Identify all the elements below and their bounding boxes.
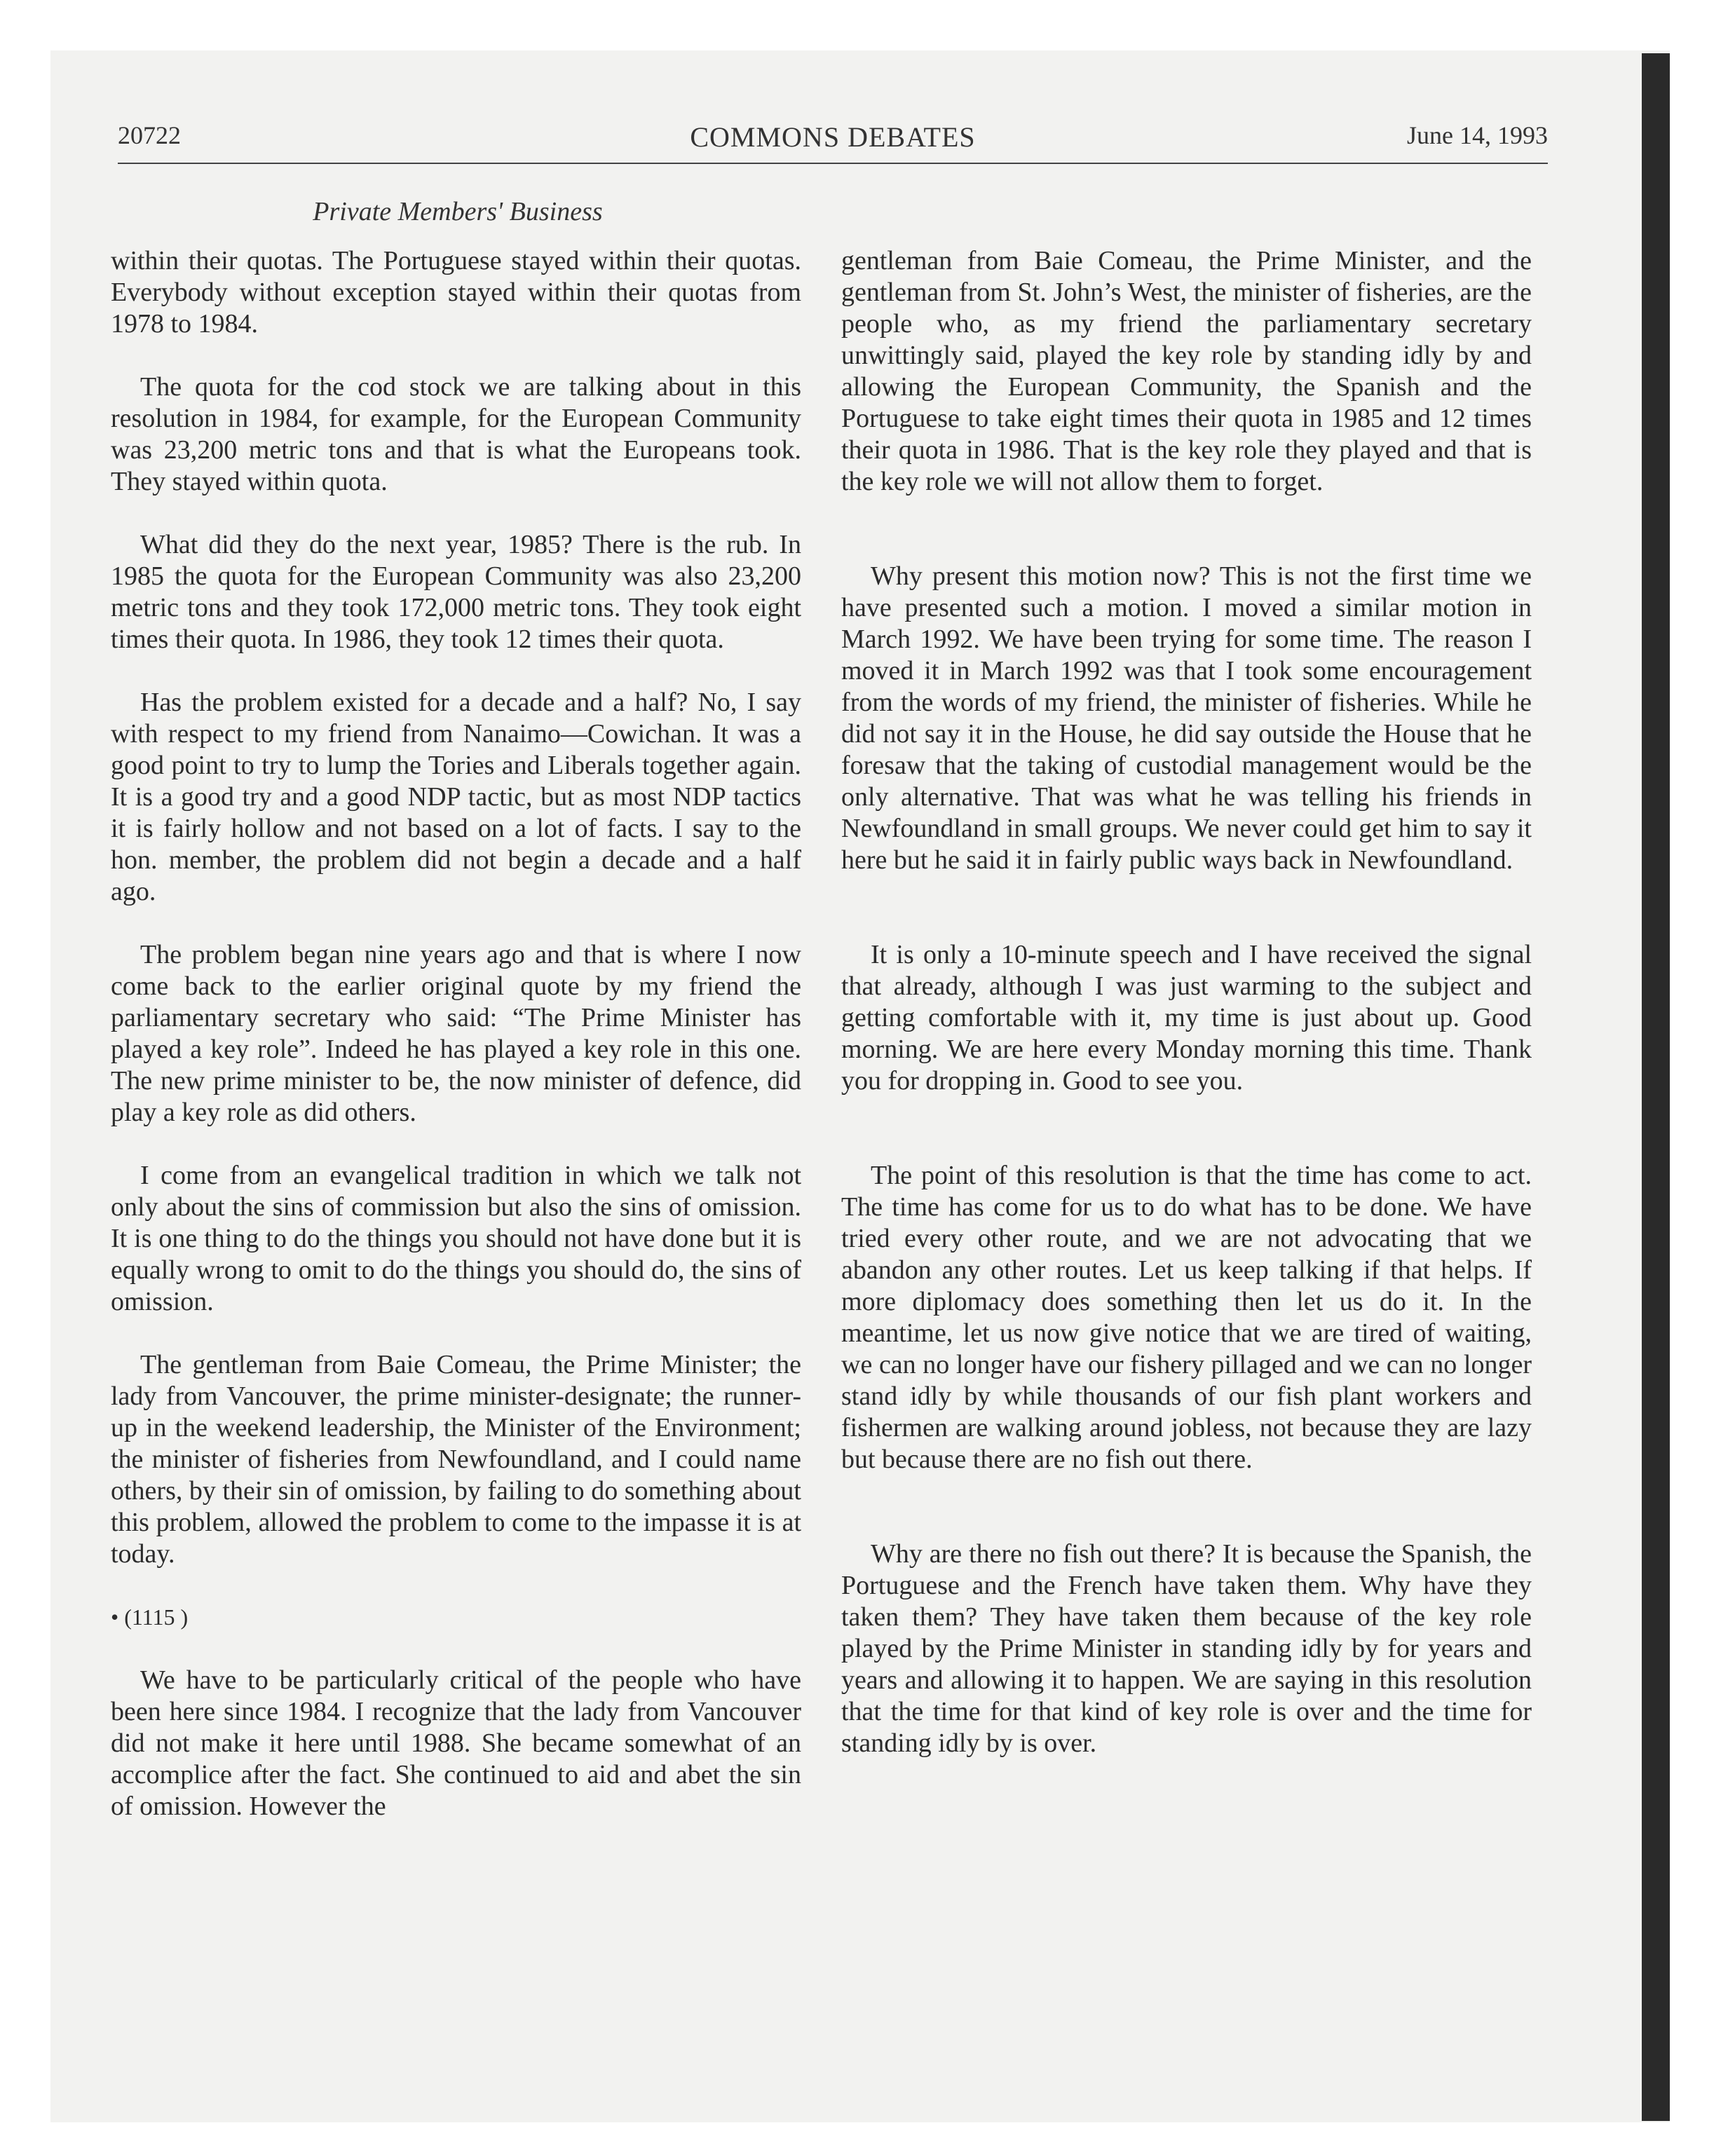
left-column (111, 245, 801, 1854)
paragraph: Why present this motion now? This is not the first time we have presented such a motion. I moved a similar motion in March 1992. We have been trying for some time. The reason I moved it in March 1992 was that I took some encouragement from the words of my friend, the minister of fisheries. While he did not say it in the House, he did say outside the House that he foresaw that the taking of custodial management would be the only alternative. That was what he was telling his friends in Newfoundland in small groups. We never could get him to say it here but he said it in fairly public ways back in Newfoundland. (841, 561, 1532, 875)
paragraph: I come from an evangelical tradition in which we talk not only about the sins of commission but also the sins of omission. It is one thing to do the things you should not have done but it is equally wrong to omit to do the things you should do, the sins of omission. (111, 1161, 801, 1316)
paragraph: We have to be particularly critical of the people who have been here since 1984. I recognize that the lady from Vancouver did not make it here until 1988. She became somewhat of an accomplice after the fact. She continued to aid and abet the sin of omission. However the (111, 1665, 801, 1821)
paragraph: The point of this resolution is that the time has come to act. The time has come for us to do what has to be done. We have tried every other route, and we are not advocating that we abandon any other routes. Let us keep talking if that helps. If more diplomacy does something then let us do it. In the meantime, let us now give notice that we are tired of waiting, we can no longer have our fishery pillaged and we can no longer stand idly by while thousands of our fish plant workers and fishermen are walking around jobless, not because they are lazy but because there are no fish out there. (841, 1161, 1532, 1474)
paragraph: What did they do the next year, 1985? There is the rub. In 1985 the quota for the European Community was also 23,200 metric tons and they took 172,000 metric tons. They took eight times their quota. In 1986, they took 12 times their quota. (111, 530, 801, 654)
binding-edge (1642, 53, 1670, 2121)
time-marker: • (1115 ) (111, 1604, 189, 1630)
page-header (118, 121, 1548, 163)
paragraph: It is only a 10-minute speech and I have received the signal that already, although I was just warming to the subject and getting comfortable with it, my time is just about up. Good morning. We are here every Monday morning this time. Thank you for dropping in. Good to see you. (841, 940, 1532, 1096)
paragraph: gentleman from Baie Comeau, the Prime Minister, and the gentleman from St. John’s West, the minister of fisheries, are the people who, as my friend the parliamentary secretary unwittingly said, played the key role by standing idly by and allowing the European Community, the Spanish and the Portuguese to take eight times their quota in 1985 and 12 times their quota in 1986. That is the key role they played and that is the key role we will not allow them to forget. (841, 246, 1532, 496)
paragraph: The quota for the cod stock we are talking about in this resolution in 1984, for example, for the European Community was 23,200 metric tons and that is what the Europeans took. They stayed within quota. (111, 372, 801, 496)
paragraph: The problem began nine years ago and that is where I now come back to the earlier original quote by my friend the parliamentary secretary who said: “The Prime Minister has played a key role”. Indeed he has played a key role in this one. The new prime minister to be, the now minister of defence, did play a key role as did others. (111, 940, 801, 1127)
paragraph: The gentleman from Baie Comeau, the Prime Minister; the lady from Vancouver, the prime minister-designate; the runner-up in the weekend leadership, the Minister of the Environment; the minister of fisheries from Newfoundland, and I could name others, by their sin of omission, by failing to do something about this problem, allowed the problem to come to the impasse it is at today. (111, 1350, 801, 1569)
paragraph: within their quotas. The Portuguese stayed within their quotas. Everybody without exception stayed within their quotas from 1978 to 1984. (111, 246, 801, 339)
section-title: Private Members' Business (313, 197, 603, 226)
paragraph: Has the problem existed for a decade and a half? No, I say with respect to my friend from Nanaimo—Cowichan. It was a good point to try to lump the Tories and Liberals together again. It is a good try and a good NDP tactic, but as most NDP tactics it is fairly hollow and not based on a lot of facts. I say to the hon. member, the problem did not begin a decade and a half ago. (111, 688, 801, 906)
page-number: 20722 (118, 121, 181, 149)
header-rule (118, 163, 1548, 164)
publication-title: COMMONS DEBATES (690, 121, 976, 153)
paragraph: Why are there no fish out there? It is because the Spanish, the Portuguese and the French have taken them. Why have they taken them? They have taken them because of the key role played by the Prime Minister in standing idly by for years and years and allowing it to happen. We are saying in this resolution that the time for that kind of key role is over and the time for standing idly by is over. (841, 1539, 1532, 1758)
page-date: June 14, 1993 (1407, 121, 1548, 149)
right-column (841, 245, 1532, 1791)
